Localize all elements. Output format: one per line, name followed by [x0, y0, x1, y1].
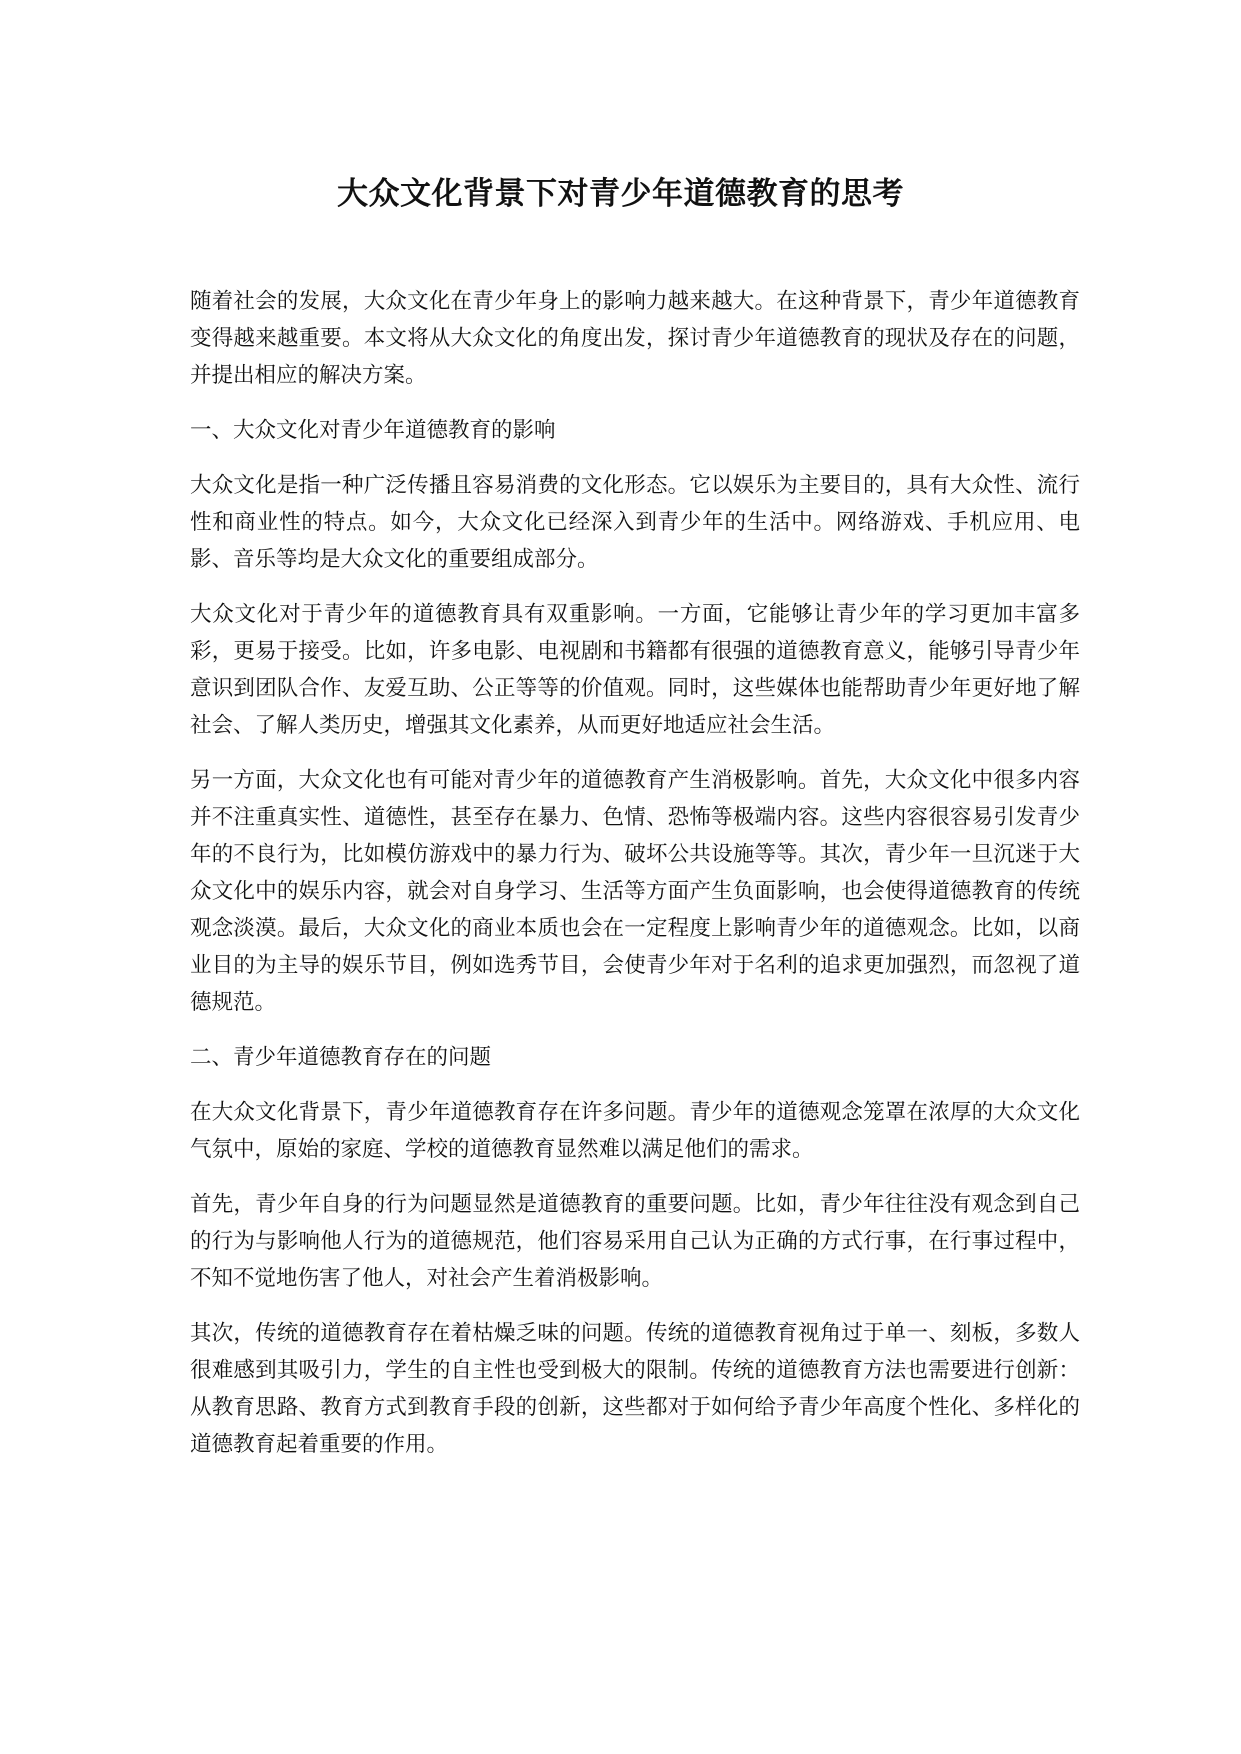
section-heading-1: 一、大众文化对青少年道德教育的影响	[190, 418, 556, 443]
body-paragraph: 另一方面，大众文化也有可能对青少年的道德教育产生消极影响。首先，大众文化中很多内容并不注重真实性、道德性，甚至存在暴力、色情、恐怖等极端内容。这些内容很容易引发青少年的不良行为，比如模仿游戏中的暴力行为、破坏公共设施等等。其次，青少年一旦沉迷于大众文化中的娱乐内容，就会对自身学习、生活等方面产生负面影响，也会使得道德教育的传统观念淡漠。最后，大众文化的商业本质也会在一定程度上影响青少年的道德观念。比如，以商业目的为主导的娱乐节目，例如选秀节目，会使青少年对于名利的追求更加强烈，而忽视了道德规范。	[190, 768, 1080, 1015]
body-paragraph: 大众文化是指一种广泛传播且容易消费的文化形态。它以娱乐为主要目的，具有大众性、流行性和商业性的特点。如今，大众文化已经深入到青少年的生活中。网络游戏、手机应用、电影、音乐等均是大众文化的重要组成部分。	[190, 473, 1080, 572]
section-heading-2: 二、青少年道德教育存在的问题	[190, 1045, 492, 1070]
body-paragraph: 在大众文化背景下，青少年道德教育存在许多问题。青少年的道德观念笼罩在浓厚的大众文化气氛中，原始的家庭、学校的道德教育显然难以满足他们的需求。	[190, 1100, 1080, 1162]
intro-paragraph: 随着社会的发展，大众文化在青少年身上的影响力越来越大。在这种背景下，青少年道德教育变得越来越重要。本文将从大众文化的角度出发，探讨青少年道德教育的现状及存在的问题，并提出相应的解决方案。	[190, 289, 1080, 388]
body-paragraph: 首先，青少年自身的行为问题显然是道德教育的重要问题。比如，青少年往往没有观念到自己的行为与影响他人行为的道德规范，他们容易采用自己认为正确的方式行事，在行事过程中，不知不觉地伤害了他人，对社会产生着消极影响。	[190, 1192, 1080, 1291]
document-body	[190, 283, 1080, 1481]
body-paragraph: 其次，传统的道德教育存在着枯燥乏味的问题。传统的道德教育视角过于单一、刻板，多数人很难感到其吸引力，学生的自主性也受到极大的限制。传统的道德教育方法也需要进行创新：从教育思路、教育方式到教育手段的创新，这些都对于如何给予青少年高度个性化、多样化的道德教育起着重要的作用。	[190, 1321, 1080, 1457]
document-title: 大众文化背景下对青少年道德教育的思考	[337, 176, 904, 212]
body-paragraph: 大众文化对于青少年的道德教育具有双重影响。一方面，它能够让青少年的学习更加丰富多彩，更易于接受。比如，许多电影、电视剧和书籍都有很强的道德教育意义，能够引导青少年意识到团队合作、友爱互助、公正等等的价值观。同时，这些媒体也能帮助青少年更好地了解社会、了解人类历史，增强其文化素养，从而更好地适应社会生活。	[190, 602, 1080, 738]
